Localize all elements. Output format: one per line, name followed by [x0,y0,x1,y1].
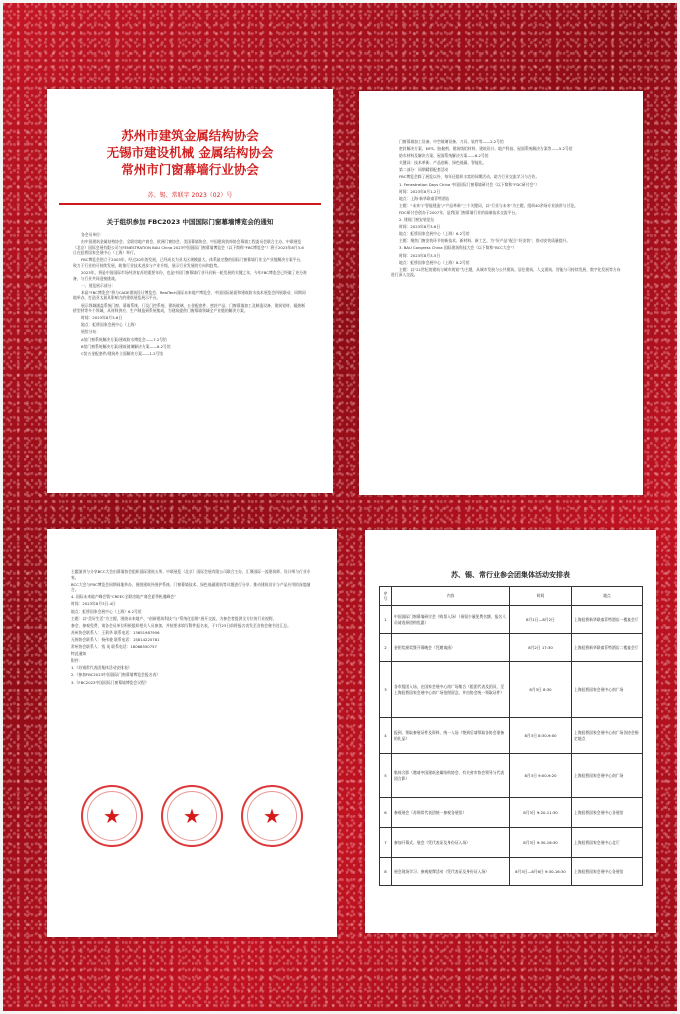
paragraph: 参会、参观免费，请各会员单位积极组织相关人员参加，并按要求填写附件报名表，于7月23日前将报名表发至各协会秘书处汇总。 [71,622,291,628]
notice-page-2 [359,91,643,495]
row-number: 3 [380,662,392,718]
notice-body [73,232,307,356]
contact-line: 苏州协会联系人：王莉华 联系电话：13651987956 [71,629,160,635]
row-number: 7 [380,828,392,858]
header-cell: 地点 [572,587,643,606]
paragraph: 防水材料及解决方案、屋面系统解决方案——6.2号馆 [399,153,489,159]
paragraph: 时间：2023年8月3-5日 [399,252,441,258]
paragraph: 第二部分：同期精彩配套活动 [399,167,449,173]
notice-page-3 [47,529,337,937]
row-place: 上海虹桥国家会展中心各展馆 [572,858,643,886]
paragraph: 密封解决方案、EIFS、胶黏剂、建筑级铝材料、建筑设计、地产科技、屋面系统解决方案等——5.2号馆 [399,146,573,152]
table-row [380,798,643,828]
row-number: 6 [380,798,392,828]
paragraph: FBC博览会创立于2003年，经过20年的发展，已经成长为亚太区规模最大、体系最完整的国际门窗幕墙行业全产业链解决方案平台，致力于行业的可持续发展，助推行业技术进步与产业升级，展示行业发展的方向和趋势。 [73,257,305,268]
contact-line: 无锡协会联系人：杨伟骏 联系电话：15814220781 [71,636,160,642]
paragraph: FDC研讨会创办于2007年，是我国门窗幕墙行业的高端技术交流平台。 [399,209,519,215]
table-row [380,828,643,858]
table-row [380,754,643,798]
table-header-row [380,587,643,606]
row-place: 上海虹桥国家会展中心南广场各协会指定地点 [572,718,643,754]
paragraph: 地点：虹桥国家会展中心（上海）6.2号馆 [399,231,470,237]
row-time: 8月3日—8月6日 9:30-16:30 [510,858,572,886]
row-place: 上海虹桥新华联索菲特酒店一楼宴会厅 [572,606,643,634]
paragraph: A馆门窗系统解决方案/建筑防水博览会——7.2号馆 [81,336,167,342]
notice-page-1 [47,89,333,493]
row-place: 上海虹桥国家会展中心南广场 [572,662,643,718]
header-line: 常州市门窗幕墙行业协会 [121,162,259,177]
paragraph: 地点：虹桥国家会展中心（上海）6.2号馆 [71,608,142,614]
table-row [380,662,643,718]
table-row [380,634,643,662]
paragraph: 特此通知 [71,651,87,657]
notice-body [391,139,623,278]
association-header [47,127,333,178]
paragraph: 1. Fenestration Days China 中国国际门窗幕墙研讨会（以下简称“FDC研讨会”） [399,181,540,187]
row-number: 4 [380,718,392,754]
header-cell: 时间 [510,587,572,606]
row-time: 8月3日 8:30-9:00 [510,718,572,754]
row-number: 5 [380,754,392,798]
attachment-heading: 附件： [71,658,83,664]
paragraph: 门窗幕墙加工设备、中空玻璃设备、刀具、软件等——2.2号馆 [399,139,504,144]
paragraph: 由中国建筑金属结构协会、全联房地产商会、欧洲门窗协会、美国幕墙协会、中国建筑装饰协会幕墙工程委员会联合主办，中联展览（北京）国际会展有限公司与FENESTRATION BAU China 2023中国国际门窗幕墙博览会（以下简称“FBC博览会”）将于2023年8月3-6日在虹桥国家会展中心（上海）举行。 [73,239,304,256]
header-line: 无锡市建设机械 金属结构协会 [106,145,274,160]
row-content: 报到、领取参展证件及资料，统一入场（签到后请领取各协会准备的礼品） [392,718,510,754]
paragraph: 展馆分布： [81,329,100,335]
table-row [380,606,643,634]
paragraph: 地点：虹桥国家会展中心（上海）8.2号馆 [399,259,470,265]
attachment-item: 1.《苏锡常代表团集体活动安排表》 [71,665,132,671]
table-row [380,858,643,886]
row-time: 8月3日 9:30-16:30 [510,828,572,858]
row-content: 集体合影（邀请中国建筑金属结构协会、有关省市协会领导与代表团合影） [392,754,510,798]
paragraph: 2023年，将是中国国际市场经济复苏的重要年份，也是中国门窗幕墙行业开启新一轮发展的关键之年，今年FBC博览会已经做了充分准备，与行业共同迎接挑战。 [73,270,307,281]
paragraph: FBC博览会除了展览以外，每年还组织丰富的同期活动，助力行业交流学习与合作。 [399,174,540,180]
paragraph: 主题：“未来”/“智能建造”/“产品革新”三个关键词，以“行业与未来”为主题，组织40余场专业演讲与讨论。 [399,202,578,208]
row-place: 上海虹桥国家会展中心北厅 [572,828,643,858]
paragraph: C馆五金配套件/建筑外立面解决方案——1.2号馆 [81,350,164,356]
paragraph: BCC大会与FBC博览会同期同地举办，围绕建筑外围护系统、门窗幕墙技术、绿色低碳建筑等议题进行分享，推动建筑设计与产品应用的深度融合。 [71,581,311,593]
header-line: 苏州市建筑金属结构协会 [121,128,259,143]
row-time: 8月1日—8月2日 [510,606,572,634]
row-content: 展会现场学习、参观观摩活动（凭代表证及身份证入场） [392,858,510,886]
red-divider [59,203,321,205]
row-content: 中国国际门窗幕墙研讨会（购票入场）（预留少量免费名额，报名人员请选择团购优惠） [392,606,510,634]
official-seals [61,785,321,855]
row-content: 参加开幕式、展会（凭代表证及身份证入场） [392,828,510,858]
paragraph: 地点：虹桥国家会展中心（上海） [81,322,138,328]
table-row [380,718,643,754]
row-time: 8月3日 9:00-9:20 [510,754,572,798]
paragraph: 3. BAU Congress China 国际建筑科技大会（以下简称“BCC大会”） [399,245,517,251]
paragraph: 各会员单位： [81,232,104,237]
row-content: 各市组团入场，在国家会展中心南广场集合（组团代表及团员，至上海虹桥国家会展中心南广场拍照留念，并由协会统一领取证件） [392,662,510,718]
row-number: 8 [380,858,392,886]
row-time: 8月3日 8:30 [510,662,572,718]
seal-icon: ★ [241,785,303,847]
row-time: 8月3日 9:20-11:30 [510,798,572,828]
paragraph: B馆门窗系统解决方案/建筑玻璃解决方案——8.2号馆 [81,343,171,349]
paragraph: 主題演讲与分享BCC大会由幕墙协会组织国际建筑五所、中联展览（北京）国际会展有限公司联合主办，汇聚国际一流建筑师、设计师与行业专家。 [71,569,311,580]
paragraph: 时间：2023年8月3-6日 [399,224,441,230]
paragraph: 一、展览展示部分： [81,282,116,288]
paragraph: 时间：2023年8月3-6日 [81,315,123,321]
schedule-table [379,586,643,886]
row-number: 2 [380,634,392,662]
row-time: 8月2日 17:30 [510,634,572,662]
row-number: 1 [380,606,392,634]
doc-number: 苏、锡、常联字 2023（02）号 [147,192,233,199]
notice-body [71,569,317,685]
row-content: 金钥奖颁奖暨开幕晚会（凭邀请函） [392,634,510,662]
row-place: 上海虹桥国家会展中心南广场 [572,754,643,798]
table-title: 苏、锡、常行业参会团集体活动安排表 [451,571,570,579]
paragraph: 主题：以“美好生活”为主题，围绕未来地产、“创新建筑科技”与“系统化思维”展开交流，为参会者提供全方位的行业视野。 [71,615,277,621]
paragraph: 2. 建筑门窗安装论坛 [399,217,435,223]
row-place: 上海虹桥新华联索菲特酒店二楼宴会厅 [572,634,643,662]
row-content: 参观展会（苏锡常代表团统一参观各展馆） [392,798,510,828]
paragraph: 主题：以“21世纪的建筑与城市规划”为主题，从城市发展与公共建筑、居住建筑、人文建筑、智能与可持续发展、数字化发展等方向进行深入交流。 [391,266,621,278]
seal-icon: ★ [81,785,143,847]
contact-line: 常州协会联系人：钱 英 联系电话：18068550757 [71,644,157,650]
notice-title: 关于组织参加 FBC2023 中国国际门窗幕墙博览会的通知 [106,218,274,226]
row-place: 上海虹桥国家会展中心各展馆 [572,798,643,828]
paragraph: 关键词：技术革新、产品创新、绿色低碳、智能化。 [399,160,487,166]
attachment-item: 2.《参加FBC2023中国国际门窗幕墙博览会报名表》 [71,672,161,678]
attachment-item: 3.《FBC2023中国国际门窗幕墙博览会议程》 [71,679,149,685]
paragraph: 展示领域涵盖系统门窗、幕墙系统、门及门控系统、建筑玻璃、五金配套件、密封产品、门窗幕墙加工及制造设备、建筑铝材、隔热断桥型材等多个领域，从材料供应、生产制造到系统集成，为建筑提供门窗幕墙领域全产业链的解决方案。 [73,302,306,314]
paragraph: 地点：上海·新华联索菲特酒店 [399,195,450,201]
paragraph: 时间：2023年8月3日-4日 [71,601,116,607]
paragraph: 时间：2023年8月1-2日 [399,188,441,194]
seal-icon: ★ [161,785,223,847]
header-cell: 内容 [392,587,510,606]
header-cell: 序号 [380,587,392,606]
paragraph: 主题：聚焦门窗安装环节的新技术、新材料、新工艺，为“好产品”配合“好安装”，推动安装质量提升。 [399,238,571,244]
paragraph: 本届“FBC博览会”将与CADE建筑设计博览会、RealTech国际未来地产博览会、中国国际屋面和建筑防水技术展览会四展联动，同期同地举办，打造亚太最具影响力的建筑展览展示平台。 [73,289,306,301]
activity-schedule-page [365,530,656,933]
paragraph: 4. 国际未来地产峰会暨“CREEC全联房地产商会夏季机遇峰会” [71,594,177,600]
